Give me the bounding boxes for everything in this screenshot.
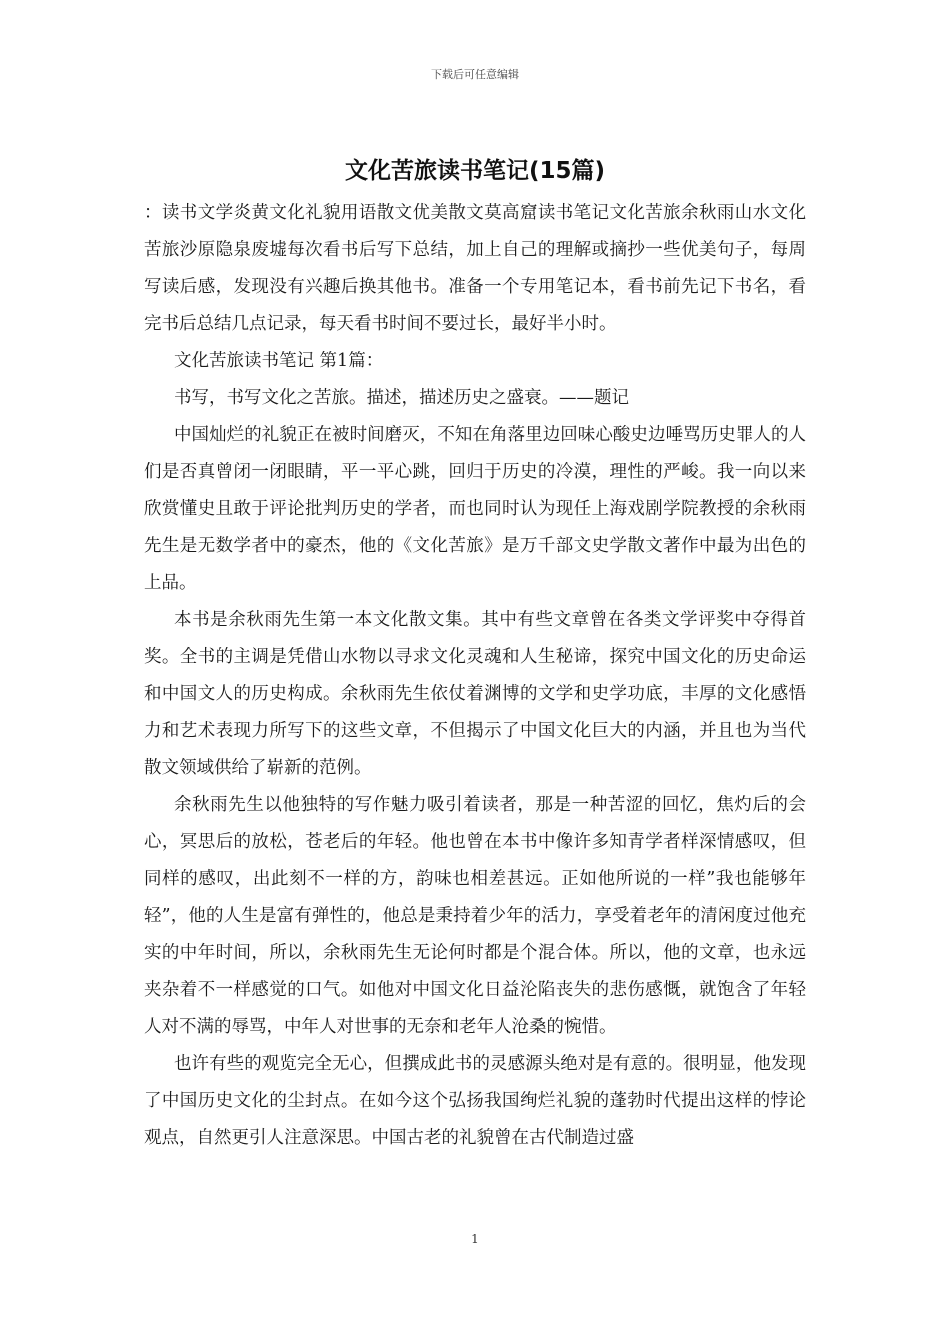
body-paragraph: 中国灿烂的礼貌正在被时间磨灭，不知在角落里边回味心酸史边唾骂历史罪人的人们是否真曾闭一闭眼睛，平一平心跳，回归于历史的冷漠，理性的严峻。我一向以来欣赏懂史且敢于评论批判历史的学者，而也同时认为现任上海戏剧学院教授的余秋雨先生是无数学者中的豪杰，他的《文化苦旅》是万千部文史学散文著作中最为出色的上品。 bbox=[144, 425, 806, 593]
body-paragraph: 本书是余秋雨先生第一本文化散文集。其中有些文章曾在各类文学评奖中夺得首奖。全书的主调是凭借山水物以寻求文化灵魂和人生秘谛，探究中国文化的历史命运和中国文人的历史构成。余秋雨先生依仗着渊博的文学和史学功底，丰厚的文化感悟力和艺术表现力所写下的这些文章，不但揭示了中国文化巨大的内涵，并且也为当代散文领域供给了崭新的范例。 bbox=[144, 610, 806, 778]
section-heading: 文化苦旅读书笔记 第1篇： bbox=[174, 351, 384, 371]
intro-paragraph: ：读书文学炎黄文化礼貌用语散文优美散文莫高窟读书笔记文化苦旅余秋雨山水文化苦旅沙原隐泉废墟每次看书后写下总结，加上自己的理解或摘抄一些优美句子，每周写读后感，发现没有兴趣后换其他书。准备一个专用笔记本，看书前先记下书名，看完书后总结几点记录，每天看书时间不要过长，最好半小时。 bbox=[144, 203, 806, 334]
page-number: 1 bbox=[471, 1232, 479, 1246]
header-note: 下载后可任意编辑 bbox=[431, 68, 519, 81]
document-body bbox=[144, 195, 806, 1157]
epigraph: 书写，书写文化之苦旅。描述，描述历史之盛衰。——题记 bbox=[174, 388, 629, 408]
body-paragraph: 也许有些的观览完全无心，但撰成此书的灵感源头绝对是有意的。很明显，他发现了中国历史文化的尘封点。在如今这个弘扬我国绚烂礼貌的蓬勃时代提出这样的悖论观点，自然更引人注意深思。中国古老的礼貌曾在古代制造过盛 bbox=[144, 1054, 806, 1148]
document-title: 文化苦旅读书笔记(15篇) bbox=[344, 158, 606, 184]
body-paragraph: 余秋雨先生以他独特的写作魅力吸引着读者，那是一种苦涩的回忆，焦灼后的会心，冥思后的放松，苍老后的年轻。他也曾在本书中像许多知青学者样深情感叹，但同样的感叹，出此刻不一样的方，韵味也相差甚远。正如他所说的一样”我也能够年轻”，他的人生是富有弹性的，他总是秉持着少年的活力，享受着老年的清闲度过他充实的中年时间，所以，余秋雨先生无论何时都是个混合体。所以，他的文章，也永远夹杂着不一样感觉的口气。如他对中国文化日益沦陷丧失的悲伤感慨，就饱含了年轻人对不满的辱骂，中年人对世事的无奈和老年人沧桑的惋惜。 bbox=[144, 795, 806, 1037]
